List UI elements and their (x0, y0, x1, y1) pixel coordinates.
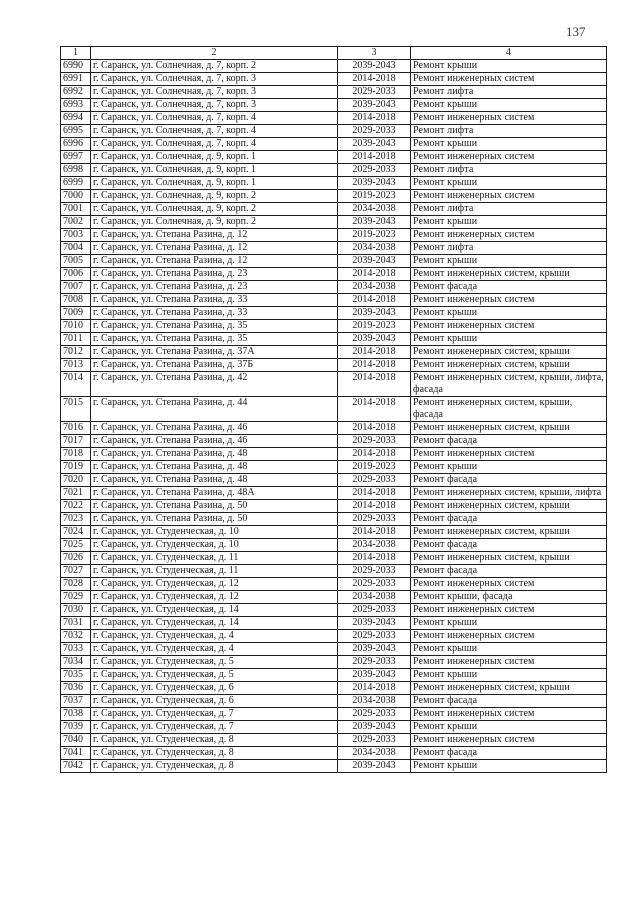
table-row (61, 164, 607, 177)
row-period: 2014-2018 (338, 73, 411, 86)
row-period: 2014-2018 (338, 294, 411, 307)
row-work-type: Ремонт инженерных систем (411, 734, 607, 747)
row-period: 2029-2033 (338, 630, 411, 643)
row-period: 2034-2038 (338, 747, 411, 760)
row-period: 2029-2033 (338, 708, 411, 721)
table-row (61, 242, 607, 255)
row-address: г. Саранск, ул. Солнечная, д. 7, корп. 4 (91, 125, 338, 138)
row-period: 2014-2018 (338, 268, 411, 281)
row-address: г. Саранск, ул. Солнечная, д. 9, корп. 1 (91, 151, 338, 164)
table-row (61, 448, 607, 461)
row-work-type: Ремонт крыши (411, 333, 607, 346)
row-period: 2029-2033 (338, 565, 411, 578)
row-address: г. Саранск, ул. Солнечная, д. 7, корп. 4 (91, 112, 338, 125)
row-work-type: Ремонт крыши (411, 643, 607, 656)
row-address: г. Саранск, ул. Степана Разина, д. 50 (91, 500, 338, 513)
row-period: 2039-2043 (338, 721, 411, 734)
row-address: г. Саранск, ул. Степана Разина, д. 48 (91, 448, 338, 461)
row-work-type: Ремонт инженерных систем, крыши (411, 552, 607, 565)
row-address: г. Саранск, ул. Студенческая, д. 8 (91, 760, 338, 773)
row-period: 2039-2043 (338, 669, 411, 682)
row-work-type: Ремонт крыши (411, 60, 607, 73)
row-number: 6997 (61, 151, 91, 164)
table-row (61, 422, 607, 435)
row-address: г. Саранск, ул. Студенческая, д. 7 (91, 721, 338, 734)
row-work-type: Ремонт инженерных систем (411, 708, 607, 721)
row-work-type: Ремонт инженерных систем, крыши (411, 422, 607, 435)
column-header-number: 1 (61, 47, 91, 60)
table-row (61, 151, 607, 164)
row-address: г. Саранск, ул. Студенческая, д. 12 (91, 591, 338, 604)
table-row (61, 99, 607, 112)
row-period: 2019-2023 (338, 320, 411, 333)
row-period: 2029-2033 (338, 578, 411, 591)
row-address: г. Саранск, ул. Степана Разина, д. 12 (91, 229, 338, 242)
row-number: 7038 (61, 708, 91, 721)
row-number: 7009 (61, 307, 91, 320)
row-number: 7005 (61, 255, 91, 268)
table-row (61, 578, 607, 591)
row-number: 7039 (61, 721, 91, 734)
row-number: 7020 (61, 474, 91, 487)
row-number: 7035 (61, 669, 91, 682)
row-address: г. Саранск, ул. Степана Разина, д. 48 (91, 474, 338, 487)
row-work-type: Ремонт лифта (411, 164, 607, 177)
row-period: 2014-2018 (338, 552, 411, 565)
row-period: 2014-2018 (338, 526, 411, 539)
table-row (61, 565, 607, 578)
table-row (61, 112, 607, 125)
row-address: г. Саранск, ул. Степана Разина, д. 44 (91, 397, 338, 422)
row-address: г. Саранск, ул. Степана Разина, д. 35 (91, 333, 338, 346)
row-address: г. Саранск, ул. Студенческая, д. 12 (91, 578, 338, 591)
row-period: 2039-2043 (338, 177, 411, 190)
row-address: г. Саранск, ул. Степана Разина, д. 33 (91, 294, 338, 307)
row-number: 7036 (61, 682, 91, 695)
row-address: г. Саранск, ул. Студенческая, д. 11 (91, 565, 338, 578)
table-row (61, 721, 607, 734)
row-address: г. Саранск, ул. Солнечная, д. 7, корп. 3 (91, 99, 338, 112)
row-period: 2034-2038 (338, 242, 411, 255)
row-address: г. Саранск, ул. Степана Разина, д. 33 (91, 307, 338, 320)
row-number: 7008 (61, 294, 91, 307)
row-address: г. Саранск, ул. Степана Разина, д. 23 (91, 268, 338, 281)
row-number: 7040 (61, 734, 91, 747)
row-work-type: Ремонт крыши (411, 177, 607, 190)
row-work-type: Ремонт крыши (411, 99, 607, 112)
row-address: г. Саранск, ул. Солнечная, д. 7, корп. 3 (91, 86, 338, 99)
table-row (61, 73, 607, 86)
row-period: 2014-2018 (338, 397, 411, 422)
row-number: 7021 (61, 487, 91, 500)
row-period: 2014-2018 (338, 682, 411, 695)
row-work-type: Ремонт инженерных систем (411, 578, 607, 591)
table-row (61, 190, 607, 203)
row-address: г. Саранск, ул. Студенческая, д. 11 (91, 552, 338, 565)
row-number: 7030 (61, 604, 91, 617)
row-number: 7015 (61, 397, 91, 422)
row-address: г. Саранск, ул. Студенческая, д. 14 (91, 604, 338, 617)
table-row (61, 229, 607, 242)
row-work-type: Ремонт крыши (411, 216, 607, 229)
row-address: г. Саранск, ул. Солнечная, д. 7, корп. 2 (91, 60, 338, 73)
row-number: 7022 (61, 500, 91, 513)
row-work-type: Ремонт инженерных систем, крыши (411, 268, 607, 281)
table-row (61, 526, 607, 539)
row-work-type: Ремонт фасада (411, 565, 607, 578)
row-number: 7024 (61, 526, 91, 539)
column-header-period: 3 (338, 47, 411, 60)
row-number: 7033 (61, 643, 91, 656)
row-address: г. Саранск, ул. Студенческая, д. 14 (91, 617, 338, 630)
row-work-type: Ремонт фасада (411, 539, 607, 552)
row-period: 2034-2038 (338, 539, 411, 552)
row-address: г. Саранск, ул. Солнечная, д. 7, корп. 3 (91, 73, 338, 86)
row-number: 7016 (61, 422, 91, 435)
row-period: 2029-2033 (338, 656, 411, 669)
row-period: 2014-2018 (338, 346, 411, 359)
row-address: г. Саранск, ул. Студенческая, д. 6 (91, 682, 338, 695)
row-number: 6994 (61, 112, 91, 125)
row-work-type: Ремонт инженерных систем (411, 73, 607, 86)
table-row (61, 333, 607, 346)
table-row (61, 372, 607, 397)
row-work-type: Ремонт лифта (411, 203, 607, 216)
row-period: 2014-2018 (338, 151, 411, 164)
row-work-type: Ремонт фасада (411, 695, 607, 708)
row-address: г. Саранск, ул. Степана Разина, д. 46 (91, 422, 338, 435)
row-number: 7013 (61, 359, 91, 372)
row-address: г. Саранск, ул. Солнечная, д. 9, корп. 2 (91, 203, 338, 216)
row-number: 7003 (61, 229, 91, 242)
row-period: 2014-2018 (338, 359, 411, 372)
page-number: 137 (566, 24, 586, 39)
row-number: 7042 (61, 760, 91, 773)
row-work-type: Ремонт инженерных систем (411, 656, 607, 669)
table-row (61, 487, 607, 500)
table-row (61, 86, 607, 99)
row-address: г. Саранск, ул. Степана Разина, д. 50 (91, 513, 338, 526)
row-address: г. Саранск, ул. Солнечная, д. 9, корп. 2 (91, 216, 338, 229)
row-number: 7000 (61, 190, 91, 203)
column-header-address: 2 (91, 47, 338, 60)
table-header (61, 47, 607, 60)
row-address: г. Саранск, ул. Степана Разина, д. 23 (91, 281, 338, 294)
row-work-type: Ремонт крыши (411, 461, 607, 474)
row-number: 7032 (61, 630, 91, 643)
row-work-type: Ремонт инженерных систем, крыши, лифта, фасада (411, 372, 607, 397)
row-work-type: Ремонт фасада (411, 435, 607, 448)
row-address: г. Саранск, ул. Солнечная, д. 7, корп. 4 (91, 138, 338, 151)
table-row (61, 513, 607, 526)
table-row (61, 630, 607, 643)
table-row (61, 591, 607, 604)
row-period: 2039-2043 (338, 643, 411, 656)
row-work-type: Ремонт инженерных систем (411, 448, 607, 461)
row-address: г. Саранск, ул. Солнечная, д. 9, корп. 1 (91, 164, 338, 177)
table-row (61, 255, 607, 268)
row-number: 7028 (61, 578, 91, 591)
row-number: 6995 (61, 125, 91, 138)
row-work-type: Ремонт инженерных систем (411, 112, 607, 125)
table-row (61, 203, 607, 216)
row-number: 7007 (61, 281, 91, 294)
row-number: 7029 (61, 591, 91, 604)
row-work-type: Ремонт крыши (411, 617, 607, 630)
row-work-type: Ремонт инженерных систем, крыши, лифта (411, 487, 607, 500)
row-period: 2039-2043 (338, 99, 411, 112)
row-number: 7012 (61, 346, 91, 359)
row-work-type: Ремонт фасада (411, 474, 607, 487)
table-row (61, 656, 607, 669)
table-row (61, 307, 607, 320)
row-period: 2039-2043 (338, 138, 411, 151)
row-period: 2029-2033 (338, 125, 411, 138)
row-number: 7004 (61, 242, 91, 255)
row-period: 2039-2043 (338, 617, 411, 630)
table-row (61, 320, 607, 333)
row-work-type: Ремонт лифта (411, 242, 607, 255)
row-number: 6991 (61, 73, 91, 86)
row-number: 6993 (61, 99, 91, 112)
row-number: 7010 (61, 320, 91, 333)
row-period: 2034-2038 (338, 695, 411, 708)
row-period: 2039-2043 (338, 255, 411, 268)
row-period: 2014-2018 (338, 500, 411, 513)
row-period: 2019-2023 (338, 461, 411, 474)
table-row (61, 216, 607, 229)
table-row (61, 500, 607, 513)
row-period: 2029-2033 (338, 86, 411, 99)
row-work-type: Ремонт инженерных систем (411, 151, 607, 164)
row-work-type: Ремонт инженерных систем, крыши (411, 500, 607, 513)
table-row (61, 708, 607, 721)
table-row (61, 294, 607, 307)
row-number: 7011 (61, 333, 91, 346)
row-work-type: Ремонт инженерных систем (411, 294, 607, 307)
row-work-type: Ремонт лифта (411, 86, 607, 99)
row-period: 2039-2043 (338, 760, 411, 773)
row-address: г. Саранск, ул. Студенческая, д. 6 (91, 695, 338, 708)
row-number: 6999 (61, 177, 91, 190)
row-number: 6992 (61, 86, 91, 99)
row-number: 7023 (61, 513, 91, 526)
row-address: г. Саранск, ул. Степана Разина, д. 12 (91, 255, 338, 268)
row-period: 2029-2033 (338, 474, 411, 487)
row-period: 2029-2033 (338, 164, 411, 177)
table-row (61, 435, 607, 448)
row-period: 2029-2033 (338, 435, 411, 448)
row-period: 2039-2043 (338, 307, 411, 320)
row-number: 7019 (61, 461, 91, 474)
row-period: 2014-2018 (338, 372, 411, 397)
row-number: 7017 (61, 435, 91, 448)
row-period: 2014-2018 (338, 448, 411, 461)
row-number: 7027 (61, 565, 91, 578)
row-work-type: Ремонт крыши (411, 760, 607, 773)
row-number: 6990 (61, 60, 91, 73)
row-period: 2029-2033 (338, 513, 411, 526)
row-address: г. Саранск, ул. Студенческая, д. 8 (91, 734, 338, 747)
row-work-type: Ремонт инженерных систем (411, 604, 607, 617)
table-row (61, 552, 607, 565)
row-period: 2034-2038 (338, 203, 411, 216)
row-period: 2014-2018 (338, 112, 411, 125)
table-row (61, 461, 607, 474)
table-row (61, 643, 607, 656)
row-work-type: Ремонт фасада (411, 281, 607, 294)
row-number: 7014 (61, 372, 91, 397)
row-address: г. Саранск, ул. Студенческая, д. 4 (91, 630, 338, 643)
row-address: г. Саранск, ул. Солнечная, д. 9, корп. 2 (91, 190, 338, 203)
table-row (61, 734, 607, 747)
row-work-type: Ремонт инженерных систем (411, 190, 607, 203)
row-period: 2019-2023 (338, 190, 411, 203)
table-row (61, 138, 607, 151)
table-row (61, 695, 607, 708)
header-row (61, 47, 607, 60)
row-work-type: Ремонт инженерных систем, крыши (411, 346, 607, 359)
row-address: г. Саранск, ул. Степана Разина, д. 35 (91, 320, 338, 333)
row-work-type: Ремонт инженерных систем, крыши (411, 359, 607, 372)
row-period: 2034-2038 (338, 281, 411, 294)
row-address: г. Саранск, ул. Степана Разина, д. 48 (91, 461, 338, 474)
table-row (61, 125, 607, 138)
row-work-type: Ремонт лифта (411, 125, 607, 138)
row-number: 7006 (61, 268, 91, 281)
row-address: г. Саранск, ул. Студенческая, д. 8 (91, 747, 338, 760)
row-address: г. Саранск, ул. Студенческая, д. 10 (91, 539, 338, 552)
row-period: 2029-2033 (338, 734, 411, 747)
row-number: 7026 (61, 552, 91, 565)
row-work-type: Ремонт крыши (411, 721, 607, 734)
table-row (61, 474, 607, 487)
row-number: 7031 (61, 617, 91, 630)
row-address: г. Саранск, ул. Студенческая, д. 7 (91, 708, 338, 721)
row-period: 2039-2043 (338, 216, 411, 229)
row-address: г. Саранск, ул. Степана Разина, д. 48А (91, 487, 338, 500)
row-number: 7037 (61, 695, 91, 708)
row-work-type: Ремонт инженерных систем, крыши (411, 682, 607, 695)
table-row (61, 177, 607, 190)
row-period: 2014-2018 (338, 422, 411, 435)
table-row (61, 281, 607, 294)
row-period: 2039-2043 (338, 333, 411, 346)
row-number: 6998 (61, 164, 91, 177)
row-address: г. Саранск, ул. Степана Разина, д. 46 (91, 435, 338, 448)
row-period: 2014-2018 (338, 487, 411, 500)
table-row (61, 604, 607, 617)
row-work-type: Ремонт крыши (411, 307, 607, 320)
row-number: 7001 (61, 203, 91, 216)
table-body (61, 60, 607, 773)
row-work-type: Ремонт крыши (411, 255, 607, 268)
row-address: г. Саранск, ул. Степана Разина, д. 42 (91, 372, 338, 397)
row-number: 6996 (61, 138, 91, 151)
row-address: г. Саранск, ул. Степана Разина, д. 12 (91, 242, 338, 255)
row-address: г. Саранск, ул. Студенческая, д. 5 (91, 656, 338, 669)
repair-schedule-table (60, 46, 607, 773)
row-work-type: Ремонт крыши (411, 138, 607, 151)
table-row (61, 747, 607, 760)
row-address: г. Саранск, ул. Студенческая, д. 4 (91, 643, 338, 656)
table-row (61, 359, 607, 372)
table-row (61, 617, 607, 630)
row-address: г. Саранск, ул. Степана Разина, д. 37А (91, 346, 338, 359)
table-row (61, 760, 607, 773)
row-address: г. Саранск, ул. Солнечная, д. 9, корп. 1 (91, 177, 338, 190)
row-work-type: Ремонт инженерных систем (411, 320, 607, 333)
row-work-type: Ремонт крыши, фасада (411, 591, 607, 604)
row-number: 7018 (61, 448, 91, 461)
row-period: 2029-2033 (338, 604, 411, 617)
row-address: г. Саранск, ул. Степана Разина, д. 37Б (91, 359, 338, 372)
row-number: 7025 (61, 539, 91, 552)
row-number: 7034 (61, 656, 91, 669)
column-header-work: 4 (411, 47, 607, 60)
row-work-type: Ремонт инженерных систем, крыши, фасада (411, 397, 607, 422)
table-row (61, 539, 607, 552)
table-row (61, 397, 607, 422)
row-number: 7002 (61, 216, 91, 229)
row-work-type: Ремонт фасада (411, 513, 607, 526)
row-period: 2019-2023 (338, 229, 411, 242)
row-work-type: Ремонт инженерных систем (411, 630, 607, 643)
table-row (61, 268, 607, 281)
table-row (61, 346, 607, 359)
row-period: 2039-2043 (338, 60, 411, 73)
row-number: 7041 (61, 747, 91, 760)
table-row (61, 60, 607, 73)
row-work-type: Ремонт инженерных систем (411, 229, 607, 242)
row-work-type: Ремонт фасада (411, 747, 607, 760)
row-period: 2034-2038 (338, 591, 411, 604)
row-address: г. Саранск, ул. Студенческая, д. 10 (91, 526, 338, 539)
row-work-type: Ремонт крыши (411, 669, 607, 682)
table-row (61, 669, 607, 682)
row-work-type: Ремонт инженерных систем, крыши (411, 526, 607, 539)
table-row (61, 682, 607, 695)
row-address: г. Саранск, ул. Студенческая, д. 5 (91, 669, 338, 682)
